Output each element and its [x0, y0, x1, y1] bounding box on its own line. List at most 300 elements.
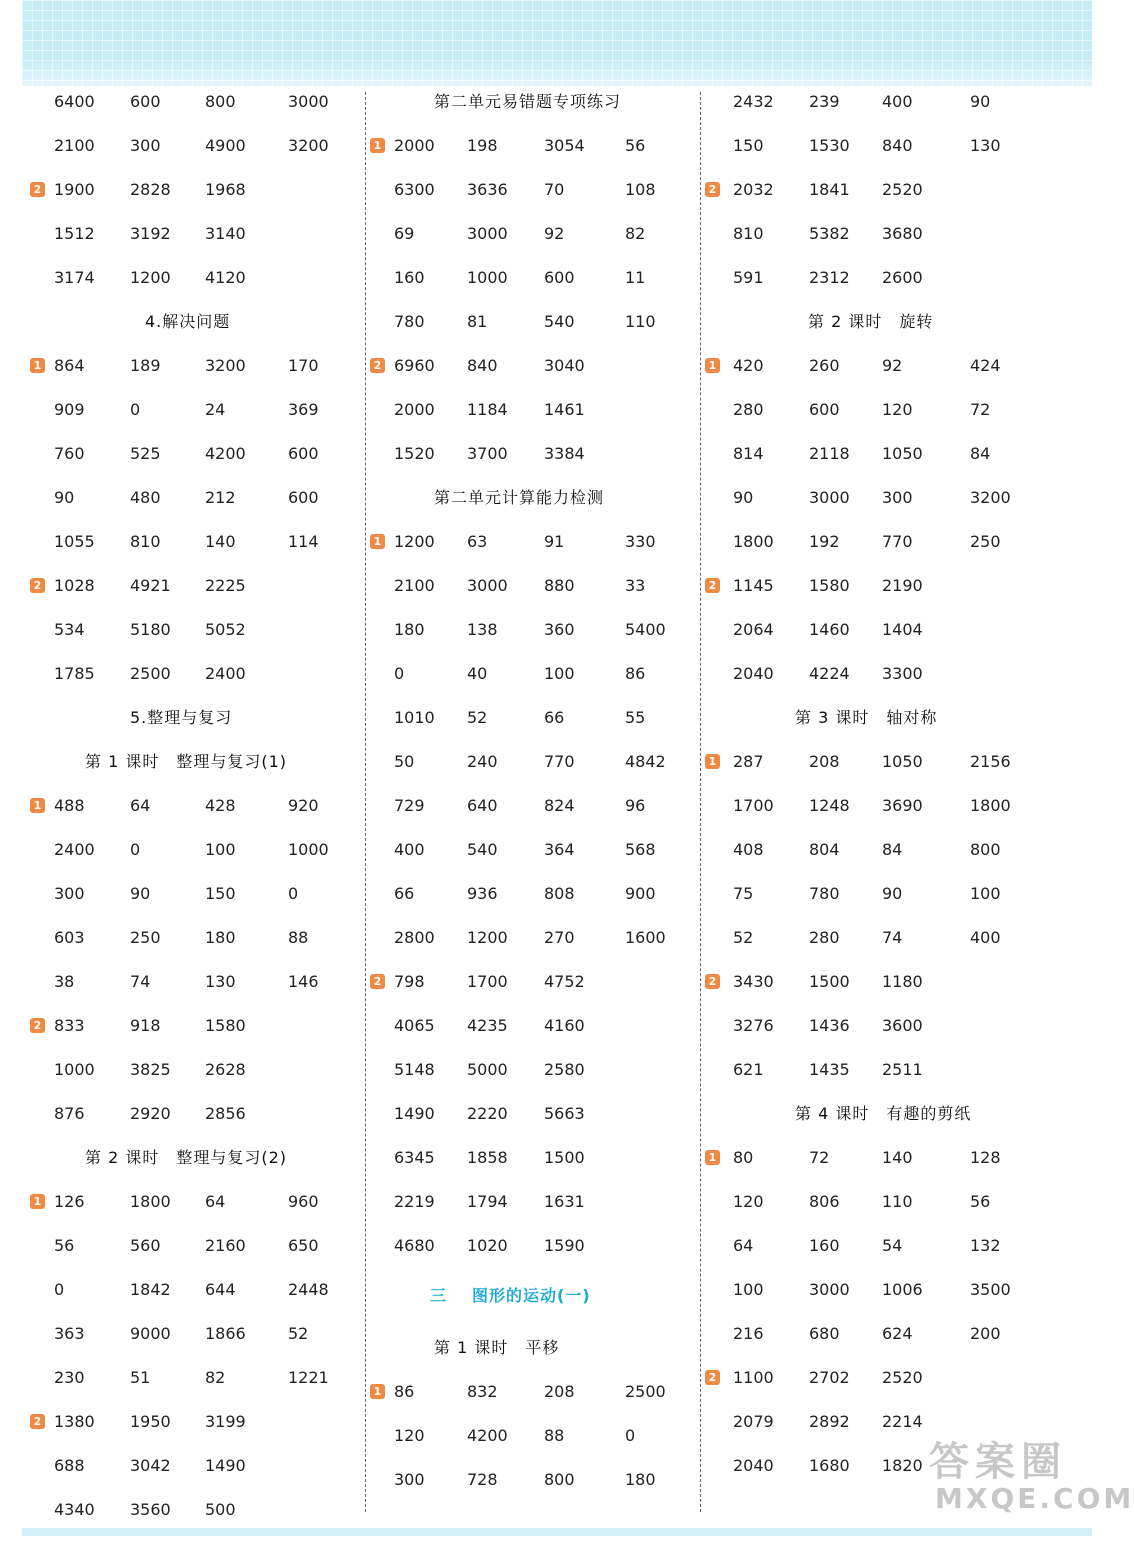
- answer-value: 287: [733, 752, 764, 771]
- answer-value: 250: [130, 928, 161, 947]
- answer-value: 2000: [394, 136, 435, 155]
- answer-value: 798: [394, 972, 425, 991]
- answer-value: 180: [394, 620, 425, 639]
- answer-value: 2312: [809, 268, 850, 287]
- answer-value: 2219: [394, 1192, 435, 1211]
- answer-row: [705, 90, 1095, 134]
- answer-value: 100: [544, 664, 575, 683]
- section-heading: [30, 750, 350, 794]
- answer-value: 1380: [54, 1412, 95, 1431]
- lesson-title: 5.整理与复习: [130, 708, 233, 727]
- answer-value: 0: [394, 664, 405, 683]
- answer-value: 729: [394, 796, 425, 815]
- answer-row: [705, 354, 1095, 398]
- answer-value: 4065: [394, 1016, 435, 1035]
- answer-value: 2520: [882, 1368, 923, 1387]
- answer-value: 814: [733, 444, 764, 463]
- answer-value: 1436: [809, 1016, 850, 1035]
- answer-value: 33: [625, 576, 646, 595]
- answer-value: 120: [733, 1192, 764, 1211]
- answer-value: 876: [54, 1104, 85, 1123]
- answer-value: 1968: [205, 180, 246, 199]
- answer-value: 2500: [625, 1382, 666, 1401]
- answer-value: 4842: [625, 752, 666, 771]
- answer-value: 82: [625, 224, 646, 243]
- answer-value: 833: [54, 1016, 85, 1035]
- section-heading: [370, 486, 690, 530]
- answer-value: 363: [54, 1324, 85, 1343]
- answer-row: [705, 1454, 1095, 1498]
- answer-value: 2432: [733, 92, 774, 111]
- lesson-title: 第 3 课时 轴对称: [795, 708, 938, 727]
- answer-row: [30, 222, 350, 266]
- answer-value: 4200: [205, 444, 246, 463]
- answer-value: 1820: [882, 1456, 923, 1475]
- answer-row: [370, 838, 690, 882]
- answer-value: 1100: [733, 1368, 774, 1387]
- answer-value: 1700: [733, 796, 774, 815]
- answer-value: 86: [394, 1382, 415, 1401]
- answer-value: 1490: [394, 1104, 435, 1123]
- answer-value: 1800: [130, 1192, 171, 1211]
- answer-value: 400: [970, 928, 1001, 947]
- answer-row: [30, 1454, 350, 1498]
- answer-value: 198: [467, 136, 498, 155]
- question-number-badge: 2: [30, 182, 45, 197]
- answer-value: 3384: [544, 444, 585, 463]
- answer-value: 644: [205, 1280, 236, 1299]
- answer-row: [705, 1322, 1095, 1366]
- answer-value: 212: [205, 488, 236, 507]
- answer-row: [30, 1234, 350, 1278]
- section-heading: [370, 90, 690, 134]
- answer-value: 1050: [882, 752, 923, 771]
- column-divider-2: [700, 92, 701, 1512]
- answer-value: 1200: [130, 268, 171, 287]
- answer-row: [705, 266, 1095, 310]
- answer-row: [705, 530, 1095, 574]
- answer-value: 170: [288, 356, 319, 375]
- answer-value: 800: [544, 1470, 575, 1489]
- question-number-badge: 2: [30, 578, 45, 593]
- answer-value: 500: [205, 1500, 236, 1519]
- answer-value: 270: [544, 928, 575, 947]
- answer-value: 69: [394, 224, 415, 243]
- answer-value: 1221: [288, 1368, 329, 1387]
- answer-value: 880: [544, 576, 575, 595]
- answer-column-2: [370, 90, 690, 1512]
- answer-row: [705, 1146, 1095, 1190]
- answer-row: [30, 1322, 350, 1366]
- answer-value: 64: [733, 1236, 754, 1255]
- answer-row: [370, 442, 690, 486]
- question-number-badge: 2: [30, 1018, 45, 1033]
- answer-row: [370, 1058, 690, 1102]
- question-number-badge: 1: [370, 534, 385, 549]
- answer-value: 1500: [809, 972, 850, 991]
- answer-row: [370, 1234, 690, 1278]
- answer-value: 0: [130, 840, 141, 859]
- answer-value: 800: [970, 840, 1001, 859]
- answer-value: 3000: [288, 92, 329, 111]
- answer-value: 2100: [54, 136, 95, 155]
- answer-value: 216: [733, 1324, 764, 1343]
- answer-value: 1200: [467, 928, 508, 947]
- answer-value: 1800: [970, 796, 1011, 815]
- answer-value: 1055: [54, 532, 95, 551]
- answer-row: [370, 398, 690, 442]
- answer-value: 3042: [130, 1456, 171, 1475]
- answer-value: 88: [288, 928, 309, 947]
- answer-value: 1858: [467, 1148, 508, 1167]
- answer-value: 120: [394, 1426, 425, 1445]
- answer-value: 600: [544, 268, 575, 287]
- question-number-badge: 2: [705, 1370, 720, 1385]
- answer-value: 900: [625, 884, 656, 903]
- answer-value: 2511: [882, 1060, 923, 1079]
- answer-value: 4200: [467, 1426, 508, 1445]
- answer-value: 100: [970, 884, 1001, 903]
- answer-row: [705, 970, 1095, 1014]
- answer-value: 3680: [882, 224, 923, 243]
- answer-value: 92: [544, 224, 565, 243]
- answer-value: 120: [882, 400, 913, 419]
- answer-value: 146: [288, 972, 319, 991]
- answer-row: [30, 134, 350, 178]
- answer-value: 0: [130, 400, 141, 419]
- answer-value: 591: [733, 268, 764, 287]
- answer-value: 909: [54, 400, 85, 419]
- answer-value: 6960: [394, 356, 435, 375]
- answer-value: 110: [882, 1192, 913, 1211]
- answer-value: 920: [288, 796, 319, 815]
- answer-value: 1010: [394, 708, 435, 727]
- answer-value: 3000: [467, 224, 508, 243]
- answer-value: 1000: [467, 268, 508, 287]
- answer-value: 140: [205, 532, 236, 551]
- answer-value: 4235: [467, 1016, 508, 1035]
- answer-value: 4900: [205, 136, 246, 155]
- answer-value: 75: [733, 884, 754, 903]
- answer-row: [370, 970, 690, 1014]
- answer-row: [705, 1410, 1095, 1454]
- answer-value: 525: [130, 444, 161, 463]
- answer-row: [370, 134, 690, 178]
- answer-value: 1841: [809, 180, 850, 199]
- answer-value: 200: [970, 1324, 1001, 1343]
- answer-value: 480: [130, 488, 161, 507]
- answer-row: [705, 1014, 1095, 1058]
- answer-value: 56: [54, 1236, 75, 1255]
- answer-value: 4680: [394, 1236, 435, 1255]
- answer-value: 1512: [54, 224, 95, 243]
- answer-value: 1500: [544, 1148, 585, 1167]
- answer-row: [370, 178, 690, 222]
- answer-value: 832: [467, 1382, 498, 1401]
- answer-row: [705, 486, 1095, 530]
- lesson-title: 第 1 课时 整理与复习(1): [85, 752, 288, 771]
- answer-value: 6400: [54, 92, 95, 111]
- answer-value: 600: [130, 92, 161, 111]
- answer-value: 1435: [809, 1060, 850, 1079]
- answer-value: 1184: [467, 400, 508, 419]
- question-number-badge: 1: [30, 1194, 45, 1209]
- section-heading: [705, 1102, 1095, 1146]
- answer-value: 534: [54, 620, 85, 639]
- answer-row: [370, 1380, 690, 1424]
- answer-value: 680: [809, 1324, 840, 1343]
- answer-value: 192: [809, 532, 840, 551]
- lesson-title: 第 2 课时 旋转: [808, 312, 934, 331]
- answer-value: 488: [54, 796, 85, 815]
- answer-value: 3192: [130, 224, 171, 243]
- answer-value: 824: [544, 796, 575, 815]
- answer-value: 2040: [733, 664, 774, 683]
- answer-value: 6345: [394, 1148, 435, 1167]
- answer-row: [705, 442, 1095, 486]
- answer-value: 38: [54, 972, 75, 991]
- answer-row: [370, 1468, 690, 1512]
- question-number-badge: 1: [705, 358, 720, 373]
- answer-row: [370, 1102, 690, 1146]
- answer-value: 420: [733, 356, 764, 375]
- answer-value: 3636: [467, 180, 508, 199]
- answer-value: 100: [733, 1280, 764, 1299]
- answer-row: [30, 794, 350, 838]
- answer-value: 800: [205, 92, 236, 111]
- answer-value: 1028: [54, 576, 95, 595]
- answer-value: 780: [809, 884, 840, 903]
- answer-value: 150: [733, 136, 764, 155]
- lesson-title: 4.解决问题: [145, 312, 231, 331]
- answer-value: 1590: [544, 1236, 585, 1255]
- answer-row: [30, 970, 350, 1014]
- answer-value: 810: [733, 224, 764, 243]
- answer-row: [30, 1190, 350, 1234]
- answer-row: [705, 1058, 1095, 1102]
- answer-value: 624: [882, 1324, 913, 1343]
- answer-value: 780: [394, 312, 425, 331]
- answer-value: 100: [205, 840, 236, 859]
- answer-value: 50: [394, 752, 415, 771]
- answer-value: 560: [130, 1236, 161, 1255]
- section-heading: [30, 310, 350, 354]
- answer-value: 2702: [809, 1368, 850, 1387]
- answer-row: [370, 530, 690, 574]
- answer-value: 2600: [882, 268, 923, 287]
- answer-value: 55: [625, 708, 646, 727]
- answer-row: [370, 794, 690, 838]
- unit-number: 三: [430, 1286, 448, 1305]
- answer-column-1: [30, 90, 350, 1542]
- top-band-fade: [22, 60, 1092, 88]
- answer-value: 240: [467, 752, 498, 771]
- answer-value: 3600: [882, 1016, 923, 1035]
- lesson-title: 第二单元计算能力检测: [434, 488, 605, 507]
- answer-row: [30, 1410, 350, 1454]
- answer-value: 1520: [394, 444, 435, 463]
- answer-row: [705, 926, 1095, 970]
- answer-value: 64: [205, 1192, 226, 1211]
- answer-value: 2118: [809, 444, 850, 463]
- answer-value: 369: [288, 400, 319, 419]
- answer-value: 936: [467, 884, 498, 903]
- answer-value: 2214: [882, 1412, 923, 1431]
- answer-row: [30, 1058, 350, 1102]
- answer-value: 1248: [809, 796, 850, 815]
- answer-value: 3430: [733, 972, 774, 991]
- answer-value: 280: [733, 400, 764, 419]
- answer-value: 2064: [733, 620, 774, 639]
- answer-value: 3174: [54, 268, 95, 287]
- section-heading: [370, 1336, 690, 1380]
- answer-row: [370, 618, 690, 662]
- answer-value: 400: [882, 92, 913, 111]
- answer-row: [30, 882, 350, 926]
- answer-row: [370, 222, 690, 266]
- answer-value: 108: [625, 180, 656, 199]
- answer-value: 2100: [394, 576, 435, 595]
- section-heading: [30, 706, 350, 750]
- answer-value: 180: [625, 1470, 656, 1489]
- answer-row: [705, 838, 1095, 882]
- answer-value: 600: [288, 488, 319, 507]
- answer-value: 40: [467, 664, 488, 683]
- answer-value: 70: [544, 180, 565, 199]
- answer-value: 1460: [809, 620, 850, 639]
- answer-value: 864: [54, 356, 85, 375]
- answer-value: 1842: [130, 1280, 171, 1299]
- answer-value: 960: [288, 1192, 319, 1211]
- answer-value: 90: [733, 488, 754, 507]
- answer-value: 84: [882, 840, 903, 859]
- answer-value: 88: [544, 1426, 565, 1445]
- answer-value: 3000: [809, 1280, 850, 1299]
- answer-value: 110: [625, 312, 656, 331]
- answer-value: 1530: [809, 136, 850, 155]
- answer-row: [370, 1190, 690, 1234]
- answer-row: [30, 618, 350, 662]
- answer-value: 808: [544, 884, 575, 903]
- answer-value: 1950: [130, 1412, 171, 1431]
- answer-value: 770: [544, 752, 575, 771]
- answer-value: 806: [809, 1192, 840, 1211]
- answer-value: 300: [54, 884, 85, 903]
- answer-value: 4120: [205, 268, 246, 287]
- answer-value: 3200: [205, 356, 246, 375]
- answer-value: 280: [809, 928, 840, 947]
- answer-row: [30, 838, 350, 882]
- answer-row: [370, 1146, 690, 1190]
- answer-value: 4160: [544, 1016, 585, 1035]
- lesson-title: 第 4 课时 有趣的剪纸: [795, 1104, 972, 1123]
- answer-value: 600: [809, 400, 840, 419]
- answer-row: [705, 882, 1095, 926]
- answer-value: 2400: [54, 840, 95, 859]
- answer-value: 90: [54, 488, 75, 507]
- answer-value: 260: [809, 356, 840, 375]
- answer-value: 11: [625, 268, 646, 287]
- answer-value: 66: [544, 708, 565, 727]
- answer-value: 3200: [288, 136, 329, 155]
- answer-row: [370, 706, 690, 750]
- answer-row: [705, 222, 1095, 266]
- section-heading: [370, 1278, 690, 1336]
- answer-value: 2856: [205, 1104, 246, 1123]
- answer-row: [705, 1366, 1095, 1410]
- answer-value: 64: [130, 796, 151, 815]
- answer-value: 3140: [205, 224, 246, 243]
- answer-value: 81: [467, 312, 488, 331]
- section-heading: [705, 310, 1095, 354]
- answer-value: 4224: [809, 664, 850, 683]
- answer-value: 66: [394, 884, 415, 903]
- answer-value: 2156: [970, 752, 1011, 771]
- answer-row: [370, 354, 690, 398]
- answer-value: 1404: [882, 620, 923, 639]
- answer-value: 360: [544, 620, 575, 639]
- answer-value: 428: [205, 796, 236, 815]
- answer-row: [705, 398, 1095, 442]
- answer-row: [30, 574, 350, 618]
- answer-value: 804: [809, 840, 840, 859]
- answer-value: 74: [130, 972, 151, 991]
- answer-value: 330: [625, 532, 656, 551]
- answer-value: 54: [882, 1236, 903, 1255]
- answer-value: 1700: [467, 972, 508, 991]
- question-number-badge: 1: [30, 358, 45, 373]
- answer-value: 56: [970, 1192, 991, 1211]
- question-number-badge: 1: [705, 754, 720, 769]
- answer-value: 1180: [882, 972, 923, 991]
- answer-row: [705, 1278, 1095, 1322]
- answer-value: 1000: [54, 1060, 95, 1079]
- answer-value: 5000: [467, 1060, 508, 1079]
- answer-row: [370, 310, 690, 354]
- answer-value: 0: [54, 1280, 65, 1299]
- answer-row: [705, 662, 1095, 706]
- answer-value: 72: [970, 400, 991, 419]
- answer-value: 3000: [467, 576, 508, 595]
- question-number-badge: 1: [30, 798, 45, 813]
- answer-row: [370, 1424, 690, 1468]
- answer-value: 3276: [733, 1016, 774, 1035]
- answer-value: 1490: [205, 1456, 246, 1475]
- answer-value: 408: [733, 840, 764, 859]
- answer-row: [370, 750, 690, 794]
- answer-value: 2225: [205, 576, 246, 595]
- answer-row: [30, 662, 350, 706]
- answer-value: 3560: [130, 1500, 171, 1519]
- answer-value: 2828: [130, 180, 171, 199]
- answer-value: 3000: [809, 488, 850, 507]
- answer-value: 1600: [625, 928, 666, 947]
- answer-value: 52: [288, 1324, 309, 1343]
- answer-value: 2580: [544, 1060, 585, 1079]
- answer-value: 239: [809, 92, 840, 111]
- answer-value: 24: [205, 400, 226, 419]
- answer-value: 2000: [394, 400, 435, 419]
- answer-value: 300: [882, 488, 913, 507]
- answer-value: 1580: [809, 576, 850, 595]
- answer-value: 0: [625, 1426, 636, 1445]
- question-number-badge: 1: [370, 138, 385, 153]
- answer-value: 3054: [544, 136, 585, 155]
- answer-row: [370, 266, 690, 310]
- answer-row: [30, 354, 350, 398]
- answer-value: 1631: [544, 1192, 585, 1211]
- answer-value: 2628: [205, 1060, 246, 1079]
